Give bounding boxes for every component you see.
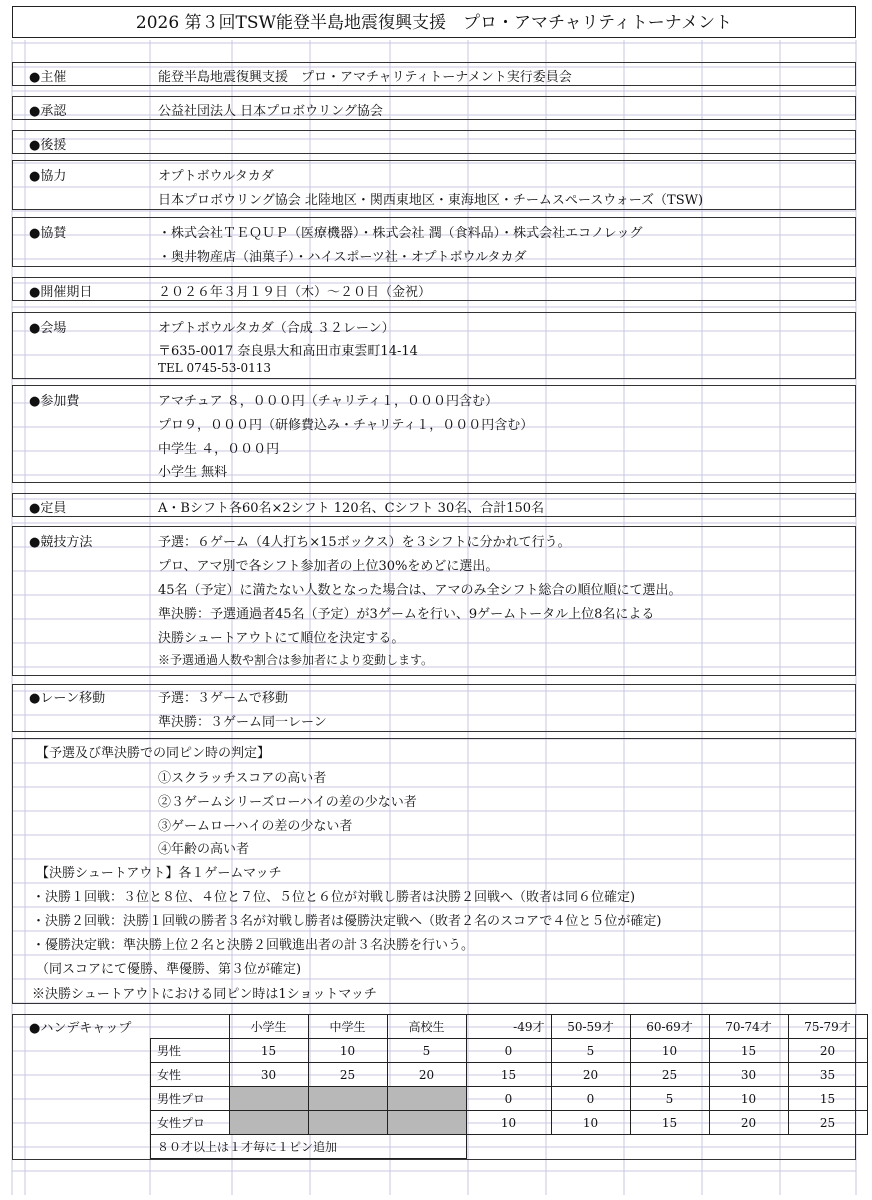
- organizer-value: 能登半島地震復興支援 プロ・アマチャリティトーナメント実行委員会: [158, 70, 572, 85]
- table-cell: 10: [308, 1039, 387, 1063]
- sponsors-line: ・株式会社ＴＥＱＵＰ（医療機器）・株式会社 潤（食料品）・株式会社エコノレッグ: [158, 226, 643, 241]
- table-row: [151, 1135, 868, 1159]
- tiebreak-heading: 【予選及び準決勝での同ピン時の判定】: [36, 746, 271, 761]
- table-cell: 10: [709, 1087, 788, 1111]
- cooperation-line: 日本プロボウリング協会 北陸地区・関西東地区・東海地区・チームスペースウォーズ（TSW): [158, 193, 704, 208]
- table-cell: 0: [466, 1087, 551, 1111]
- lanes-line: 予選：３ゲームで移動: [158, 691, 289, 706]
- shaded-cell: [387, 1087, 466, 1111]
- support-label: ●後援: [29, 138, 67, 153]
- table-cell: 10: [630, 1039, 709, 1063]
- row-label: 女性: [151, 1063, 230, 1087]
- column-header: 高校生: [387, 1015, 466, 1039]
- final-line: ・決勝２回戦：決勝１回戦の勝者３名が対戦し勝者は優勝決定戦へ（敗者２名のスコアで４位と５位が確定): [32, 914, 662, 929]
- column-header: 70-74才: [709, 1015, 788, 1039]
- final-heading: 【決勝シュートアウト】各１ゲームマッチ: [36, 866, 282, 881]
- column-header: 60-69才: [630, 1015, 709, 1039]
- approval-row: [12, 96, 856, 120]
- final-line: ・決勝１回戦：３位と８位、４位と７位、５位と６位が対戦し勝者は決勝２回戦へ（敗者は同６位確定): [32, 890, 636, 905]
- fee-line: プロ９，０００円（研修費込み・チャリティ１，０００円含む）: [158, 418, 534, 433]
- fee-line: 中学生 ４，０００円: [158, 442, 280, 457]
- table-cell: 20: [788, 1039, 867, 1063]
- table-row: [151, 1087, 868, 1111]
- tiebreak-item: ④年齢の高い者: [158, 842, 250, 857]
- table-cell: 35: [788, 1063, 867, 1087]
- table-cell: 5: [387, 1039, 466, 1063]
- table-cell: 15: [709, 1039, 788, 1063]
- shaded-cell: [229, 1087, 308, 1111]
- tiebreak-item: ③ゲームローハイの差の少ない者: [158, 819, 353, 834]
- table-cell: 5: [551, 1039, 630, 1063]
- handicap-table: [150, 1014, 868, 1159]
- organizer-label: ●主催: [29, 70, 67, 85]
- format-label: ●競技方法: [29, 535, 93, 550]
- approval-label: ●承認: [29, 104, 67, 119]
- fee-label: ●参加費: [29, 394, 80, 409]
- final-line: ・優勝決定戦：準決勝上位２名と決勝２回戦進出者の計３名決勝を行いう。: [32, 938, 475, 953]
- table-cell: 20: [387, 1063, 466, 1087]
- format-line: 準決勝：予選通過者45名（予定）が3ゲームを行い、9ゲームトータル上位8名による: [158, 607, 655, 622]
- table-cell: 20: [551, 1063, 630, 1087]
- tiebreak-item: ①スクラッチスコアの高い者: [158, 771, 327, 786]
- table-cell: 0: [466, 1039, 551, 1063]
- table-cell: 15: [788, 1087, 867, 1111]
- table-cell: 15: [229, 1039, 308, 1063]
- table-row: [151, 1039, 868, 1063]
- cooperation-label: ●協力: [29, 169, 67, 184]
- table-cell: 10: [466, 1111, 551, 1135]
- venue-label: ●会場: [29, 321, 67, 336]
- approval-value: 公益社団法人 日本プロボウリング協会: [158, 104, 383, 119]
- column-header: 50-59才: [551, 1015, 630, 1039]
- dates-row: [12, 277, 856, 301]
- column-header: 中学生: [308, 1015, 387, 1039]
- table-cell: 25: [630, 1063, 709, 1087]
- table-cell: 25: [308, 1063, 387, 1087]
- handicap-note: ８０才以上は１才毎に１ピン追加: [151, 1135, 467, 1159]
- format-line: 45名（予定）に満たない人数となった場合は、アマのみ全シフト総合の順位順にて選出。: [158, 583, 682, 598]
- dates-label: ●開催期日: [29, 285, 93, 300]
- table-cell: 15: [630, 1111, 709, 1135]
- table-cell: 10: [551, 1111, 630, 1135]
- fee-line: アマチュア ８，０００円（チャリティ１，０００円含む）: [158, 394, 499, 409]
- handicap-header-row: [151, 1015, 868, 1039]
- final-line: ※決勝シュートアウトにおける同ピン時は1ショットマッチ: [32, 987, 377, 1002]
- format-line: ※予選通過人数や割合は参加者により変動します。: [158, 653, 434, 667]
- row-label: 女性プロ: [151, 1111, 230, 1135]
- table-cell: 15: [466, 1063, 551, 1087]
- format-line: 予選：６ゲーム（4人打ち×15ボックス）を３シフトに分かれて行う。: [158, 535, 571, 550]
- shaded-cell: [308, 1111, 387, 1135]
- table-cell: 30: [709, 1063, 788, 1087]
- venue-line: 〒635-0017 奈良県大和高田市東雲町14-14: [158, 344, 418, 359]
- shaded-cell: [387, 1111, 466, 1135]
- table-cell: 30: [229, 1063, 308, 1087]
- support-row: [12, 130, 856, 154]
- row-label: 男性プロ: [151, 1087, 230, 1111]
- column-header: 75-79才: [788, 1015, 867, 1039]
- table-cell: 0: [551, 1087, 630, 1111]
- format-line: 決勝シュートアウトにて順位を決定する。: [158, 631, 405, 646]
- dates-value: ２０２６年３月１９日（木）～２０日（金祝）: [158, 285, 432, 300]
- venue-row: [12, 312, 856, 379]
- table-cell: 25: [788, 1111, 867, 1135]
- table-row: [151, 1063, 868, 1087]
- tiebreak-item: ②３ゲームシリーズローハイの差の少ない者: [158, 795, 417, 810]
- capacity-label: ●定員: [29, 501, 67, 516]
- document-title: 2026 第３回TSW能登半島地震復興支援 プロ・アマチャリティトーナメント: [12, 6, 856, 38]
- fee-line: 小学生 無料: [158, 465, 228, 480]
- handicap-label: ●ハンデキャップ: [29, 1021, 132, 1036]
- capacity-value: A・Bシフト各60名×2シフト 120名、Cシフト 30名、合計150名: [158, 501, 545, 516]
- shaded-cell: [308, 1087, 387, 1111]
- lanes-label: ●レーン移動: [29, 691, 106, 706]
- column-header: -49才: [466, 1015, 551, 1039]
- row-label: 男性: [151, 1039, 230, 1063]
- format-line: プロ、アマ別で各シフト参加者の上位30%をめどに選出。: [158, 559, 499, 574]
- shaded-cell: [229, 1111, 308, 1135]
- sponsors-line: ・奥井物産店（油菓子）・ハイスポーツ社・オプトボウルタカダ: [158, 250, 527, 265]
- venue-line: オプトボウルタカダ（合成 ３２レーン）: [158, 321, 395, 336]
- table-cell: 5: [630, 1087, 709, 1111]
- final-line: （同スコアにて優勝、準優勝、第３位が確定): [36, 962, 302, 977]
- cooperation-line: オプトボウルタカダ: [158, 169, 274, 184]
- sponsors-label: ●協賛: [29, 226, 67, 241]
- lanes-line: 準決勝：３ゲーム同一レーン: [158, 715, 327, 730]
- table-cell: 20: [709, 1111, 788, 1135]
- table-row: [151, 1111, 868, 1135]
- column-header: 小学生: [229, 1015, 308, 1039]
- lanes-row: [12, 684, 856, 732]
- venue-line: TEL 0745-53-0113: [158, 361, 272, 375]
